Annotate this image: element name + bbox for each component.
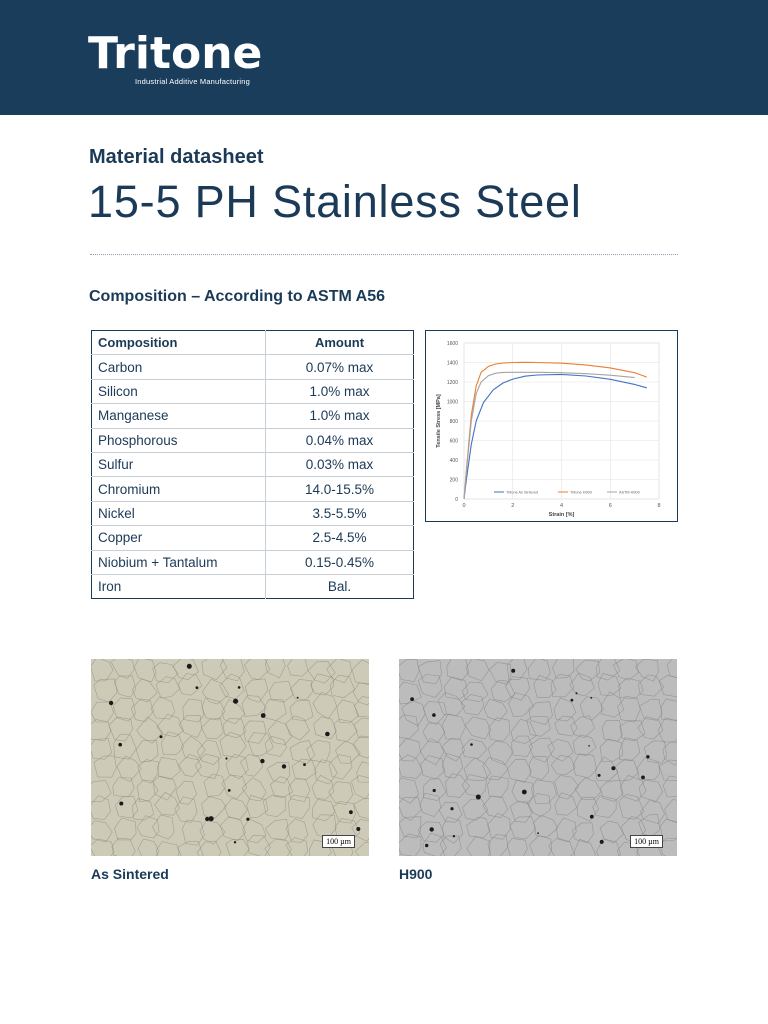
column-header-amount: Amount [266,331,414,355]
table-row [92,428,414,452]
pore [238,686,241,689]
table-row [92,355,414,379]
element-name: Silicon [92,379,266,403]
x-tick-label: 8 [657,503,661,509]
element-name: Chromium [92,477,266,501]
element-name: Sulfur [92,452,266,476]
pore [233,699,238,704]
pore [349,810,353,814]
pore [611,766,615,770]
page-title: 15-5 PH Stainless Steel [88,176,582,227]
pore [356,827,360,831]
logo-tagline: Industrial Additive Manufacturing [135,77,250,86]
legend-label: Tritone H900 [570,490,592,495]
dotted-divider [90,254,678,255]
y-tick-label: 200 [449,477,458,484]
x-tick-label: 0 [462,503,466,509]
pore [119,802,123,806]
table-row [92,404,414,428]
element-amount: 0.04% max [266,428,414,452]
legend-label: ASTM H900 [619,490,640,495]
tritone-logo [88,28,278,90]
scale-bar-label: 100 µm [322,835,355,848]
table-row [92,477,414,501]
pore [430,827,434,831]
page-header [0,0,768,115]
table-row [92,501,414,525]
pore [590,697,592,699]
pore [425,844,428,847]
pore [303,763,306,766]
pore [511,669,515,673]
y-tick-label: 800 [449,419,458,425]
pore [209,816,214,821]
y-tick-label: 400 [449,458,458,464]
pore [160,735,163,738]
pore [297,697,299,699]
pore [187,664,192,669]
element-name: Nickel [92,501,266,525]
document-type: Material datasheet [89,146,264,168]
pore [225,757,227,759]
pore [410,697,414,701]
y-axis-title: Tensile Stress [MPa] [436,394,442,448]
pore [600,840,604,844]
pore [537,832,539,834]
pore [234,841,236,843]
element-name: Carbon [92,355,266,379]
pore [282,764,286,768]
pore [476,795,481,800]
element-amount: 0.07% max [266,355,414,379]
logo-wordmark: Tritone [88,28,263,79]
y-tick-label: 1000 [446,399,458,406]
y-tick-label: 600 [449,438,458,445]
micrograph-image [399,659,677,856]
caption-h900: H900 [399,866,433,882]
pore [450,807,453,810]
scale-bar-label: 100 µm [630,835,663,848]
micrograph-image [91,659,369,856]
element-amount: Bal. [266,574,414,598]
element-amount: 3.5-5.5% [266,501,414,525]
pore [118,743,122,747]
pore [228,789,231,792]
composition-table [91,330,414,599]
chart-canvas [426,331,679,523]
pore [246,818,249,821]
element-amount: 1.0% max [266,379,414,403]
caption-as-sintered: As Sintered [91,866,169,882]
pore [571,699,574,702]
x-tick-label: 4 [559,503,564,509]
x-axis-title: Strain [%] [548,512,575,518]
pore [590,815,594,819]
element-name: Niobium + Tantalum [92,550,266,574]
pore [432,713,436,717]
pore [576,692,578,694]
pore [641,776,645,780]
column-header-composition: Composition [92,331,266,355]
x-tick-label: 2 [511,503,515,509]
element-amount: 1.0% max [266,404,414,428]
pore [261,713,266,718]
micrograph-h900 [399,659,677,856]
table-row [92,550,414,574]
y-tick-label: 1400 [446,360,458,367]
micrograph-as-sintered [91,659,369,856]
table-row [92,379,414,403]
element-amount: 14.0-15.5% [266,477,414,501]
table-row [92,526,414,550]
table-row [92,452,414,476]
element-name: Manganese [92,404,266,428]
pore [588,745,590,747]
y-tick-label: 0 [455,497,458,503]
series-line-2 [464,372,635,499]
series-line-0 [464,374,647,499]
element-name: Copper [92,526,266,550]
element-name: Iron [98,579,122,595]
y-tick-label: 1600 [446,341,458,347]
element-amount: 0.03% max [266,452,414,476]
pore [260,759,264,763]
pore [196,686,199,689]
legend-label: Tritone As Sintered [506,490,539,495]
stress-strain-chart [425,330,678,522]
pore [646,755,649,758]
series-line-1 [464,362,647,499]
table-row [92,574,414,598]
pore [453,835,455,837]
table-header-row [92,331,414,355]
element-amount: 0.15-0.45% [266,550,414,574]
pore [470,743,473,746]
pore [433,789,436,792]
pore [522,790,527,795]
x-tick-label: 6 [608,503,612,509]
pore [598,774,601,777]
composition-heading: Composition – According to ASTM A56 [89,288,386,305]
pore [109,701,113,705]
element-name: Phosphorous [92,428,266,452]
element-amount: 2.5-4.5% [266,526,414,550]
y-tick-label: 1200 [446,380,458,386]
pore [325,732,330,737]
